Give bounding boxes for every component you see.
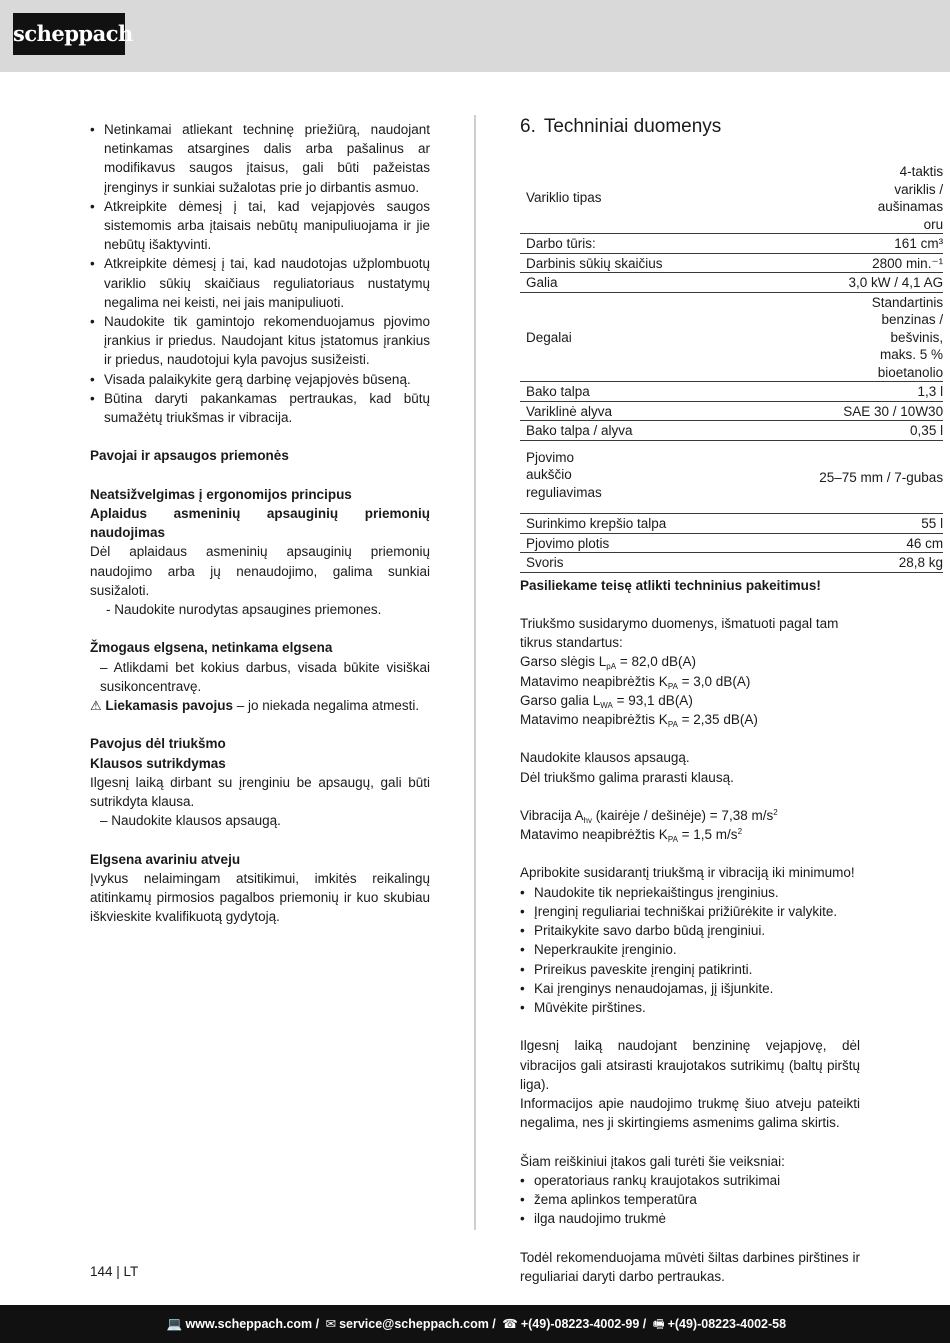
behavior-heading: Žmogaus elgsena, netinkama elgsena xyxy=(90,640,333,656)
spec-value: 2800 min.⁻¹ xyxy=(722,253,943,273)
limit-text: Apribokite susidarantį triukšmą ir vibraciją iki minimumo! xyxy=(520,865,855,881)
spec-label: Bako talpa xyxy=(520,382,722,402)
spec-label: Svoris xyxy=(520,553,722,573)
spec-label: Pjovimo aukščio reguliavimas xyxy=(520,440,722,514)
hazards-heading: Pavojai ir apsaugos priemonės xyxy=(90,448,289,464)
right-column xyxy=(520,114,944,1286)
table-row xyxy=(520,440,943,514)
fax-number: +(49)-08223-4002-58 xyxy=(667,1317,787,1331)
emergency-text: Įvykus nelaimingam atsitikimui, imkitės reikalingų atitinkamų pirmosios pagalbos priemonių ir kuo skubiau iškvieskite kvalifikuotą gydytoją. xyxy=(90,870,430,925)
reserve-note: Pasiliekame teisę atlikti techninius pakeitimus! xyxy=(520,577,821,593)
spec-label: Surinkimo krepšio talpa xyxy=(520,514,722,534)
table-row xyxy=(520,533,943,553)
website-link[interactable]: www.scheppach.com xyxy=(185,1317,313,1331)
table-row xyxy=(520,382,943,402)
computer-icon: 💻 xyxy=(166,1317,183,1331)
list-item: • Neperkraukite įrenginio. xyxy=(520,942,677,958)
list-item: • Įrenginį reguliariai techniškai prižiūrėkite ir valykite. xyxy=(520,903,838,919)
info-text: Informacijos apie naudojimo trukmę šiuo atveju pateikti negalima, nes ji skirtingiems asmenims galima skirtis. xyxy=(520,1095,860,1131)
list-item: • Pritaikykite savo darbo būdą įrenginiui. xyxy=(520,923,766,939)
spec-value: 25–75 mm / 7-gubas xyxy=(722,440,943,514)
spec-label: Variklinė alyva xyxy=(520,401,722,421)
spec-value: 55 l xyxy=(722,514,943,534)
noise-values xyxy=(520,652,860,729)
list-item: • žema aplinkos temperatūra xyxy=(520,1191,697,1207)
email-link[interactable]: service@scheppach.com xyxy=(339,1317,489,1331)
ppe-heading: Aplaidus asmeninių apsauginių priemonių naudojimas xyxy=(90,506,430,541)
phone-number: +(49)-08223-4002-99 xyxy=(520,1317,640,1331)
vibration-uncertainty: Matavimo neapibrėžtis $K_{PA} = 1,5$ $m/s^2$ xyxy=(520,827,743,845)
page-number: 144 | LT xyxy=(90,1264,139,1279)
spec-value: 0,35 l xyxy=(722,421,943,441)
table-row xyxy=(520,421,943,441)
fax-icon: 🖷 xyxy=(652,1317,665,1331)
residual-risk: ⚠ Liekamasis pavojus – jo niekada negalima atmesti. xyxy=(90,696,430,715)
warning-icon: ⚠ xyxy=(90,698,102,714)
table-row xyxy=(520,401,943,421)
spec-label: Degalai xyxy=(520,292,722,382)
table-row xyxy=(520,273,943,293)
spec-value: 28,8 kg xyxy=(722,553,943,573)
list-item: • Atkreipkite dėmesį į tai, kad vejapjovės saugos sistemomis arba įtaisais nebūtų manipuliuojama ir jie nebūtų išaktyvinti. xyxy=(90,198,430,253)
spec-label: Variklio tipas xyxy=(520,162,722,234)
table-row xyxy=(520,514,943,534)
hearing-heading: Klausos sutrikdymas xyxy=(90,755,226,771)
noise-text: Ilgesnį laiką dirbant su įrenginiu be apsaugų, gali būti sutrikdyta klausa. xyxy=(90,774,430,810)
header-band xyxy=(0,0,950,72)
spec-label: Galia xyxy=(520,273,722,293)
spec-label: Pjovimo plotis xyxy=(520,533,722,553)
list-item: • ilga naudojimo trukmė xyxy=(520,1211,667,1227)
factors-bullet-list xyxy=(520,1171,860,1229)
spec-value: 46 cm xyxy=(722,533,943,553)
scheppach-logo: scheppach xyxy=(13,13,125,55)
list-item: • Atkreipkite dėmesį į tai, kad naudotojas užplombuotų variklio sūkių skaičiaus reguliatoriaus nustatymų negalima nei keisti, nei jais manipuliuoti. xyxy=(90,256,430,310)
spec-value: 1,3 l xyxy=(722,382,943,402)
hearing-protection: Naudokite klausos apsaugą. xyxy=(520,750,690,766)
list-item: • Mūvėkite pirštines. xyxy=(520,999,646,1015)
footer-contact-bar: 💻 www.scheppach.com / ✉ service@scheppach.com / ☎ +(49)-08223-4002-99 / 🖷 +(49)-08223-4002-58 xyxy=(0,1305,950,1343)
recommend-text: Todėl rekomenduojama mūvėti šiltas darbines pirštines ir reguliariai daryti darbo pertraukas. xyxy=(520,1249,860,1284)
long-use-text: Ilgesnį laiką naudojant benzininę vejapjovę, dėl vibracijos gali atsirasti kraujotakos sutrikimų (baltų pirštų liga). xyxy=(520,1038,860,1092)
noise-value-line: Garso slėgis $L_{pA} = 82,0$ dB(A) xyxy=(520,654,697,672)
spec-value: SAE 30 / 10W30 xyxy=(722,401,943,421)
noise-value-line: Garso galia $L_{WA} = 93,1$ dB(A) xyxy=(520,692,693,710)
noise-heading: Pavojus dėl triukšmo xyxy=(90,736,226,752)
list-item: • operatoriaus rankų kraujotakos sutrikimai xyxy=(520,1172,781,1188)
factors-intro: Šiam reiškiniui įtakos gali turėti šie veiksniai: xyxy=(520,1153,785,1169)
list-item: • Netinkamai atliekant techninę priežiūrą, naudojant netinkamas atsargines dalis arba pašalinus ar modifikavus saugos įtaisus, gali būti pažeistas įrenginys ir sunkiai sužalotas prie jo dirbantis asmuo. xyxy=(90,122,430,195)
spec-label: Darbo tūris: xyxy=(520,234,722,254)
ergonomics-heading: Neatsižvelgimas į ergonomijos principus xyxy=(90,486,352,502)
vibration-value: Vibracija $A_{hv}$ (kairėje / dešinėje) = 7,38 $m/s^2$ xyxy=(520,807,778,825)
list-item: • Prireikus paveskite įrenginį patikrinti. xyxy=(520,961,753,977)
limit-bullet-list xyxy=(520,883,860,1017)
spec-value: 3,0 kW / 4,1 AG xyxy=(722,273,943,293)
noise-note: – Naudokite klausos apsaugą. xyxy=(100,813,281,829)
table-row xyxy=(520,292,943,382)
spec-value: Standartinis benzinas / bešvinis, maks. 5 % bioetanolio xyxy=(722,292,943,382)
noise-value-line: Matavimo neapibrėžtis $K_{PA} = 2,35$ dB(A) xyxy=(520,711,758,729)
hearing-loss: Dėl triukšmo galima prarasti klausą. xyxy=(520,769,734,785)
ppe-text: Dėl aplaidaus asmeninių apsauginių priemonių naudojimo arba jų nenaudojimo, galima sunkiai susižaloti. xyxy=(90,544,430,598)
emergency-heading: Elgsena avariniu atveju xyxy=(90,851,241,867)
column-divider xyxy=(474,115,476,1230)
noise-value-line: Matavimo neapibrėžtis $K_{PA} = 3,0$ dB(A) xyxy=(520,673,751,691)
spec-label: Darbinis sūkių skaičius xyxy=(520,253,722,273)
left-column xyxy=(90,120,430,926)
table-row xyxy=(520,553,943,573)
table-row xyxy=(520,162,943,234)
ppe-note: - Naudokite nurodytas apsaugines priemones. xyxy=(106,602,382,618)
spec-value: 161 cm³ xyxy=(722,234,943,254)
technical-data-table xyxy=(520,162,943,573)
spec-label: Bako talpa / alyva xyxy=(520,421,722,441)
safety-bullet-list xyxy=(90,120,430,427)
table-row xyxy=(520,234,943,254)
list-item: • Visada palaikykite gerą darbinę vejapjovės būseną. xyxy=(90,371,411,387)
mail-icon: ✉ xyxy=(325,1317,337,1331)
noise-intro: Triukšmo susidarymo duomenys, išmatuoti pagal tam tikrus standartus: xyxy=(520,615,839,651)
list-item: • Naudokite tik nepriekaištingus įrenginius. xyxy=(520,884,779,900)
telephone-icon: ☎ xyxy=(502,1317,518,1331)
list-item: • Naudokite tik gamintojo rekomenduojamus pjovimo įrankius ir priedus. Naudojant kitus įstatomus įrankius ir priedus, naudotojui kyla pavojus susižeisti. xyxy=(90,314,430,368)
behavior-note: – Atlikdami bet kokius darbus, visada būkite visiškai susikoncentravę. xyxy=(100,659,430,694)
section-title: 6. Techniniai duomenys xyxy=(520,116,722,137)
list-item: • Kai įrenginys nenaudojamas, jį išjunkite. xyxy=(520,980,774,996)
table-row xyxy=(520,253,943,273)
list-item: • Būtina daryti pakankamas pertraukas, kad būtų sumažėtų triukšmas ir vibracija. xyxy=(90,390,430,426)
spec-value: 4-taktis variklis / aušinamas oru xyxy=(722,162,943,234)
